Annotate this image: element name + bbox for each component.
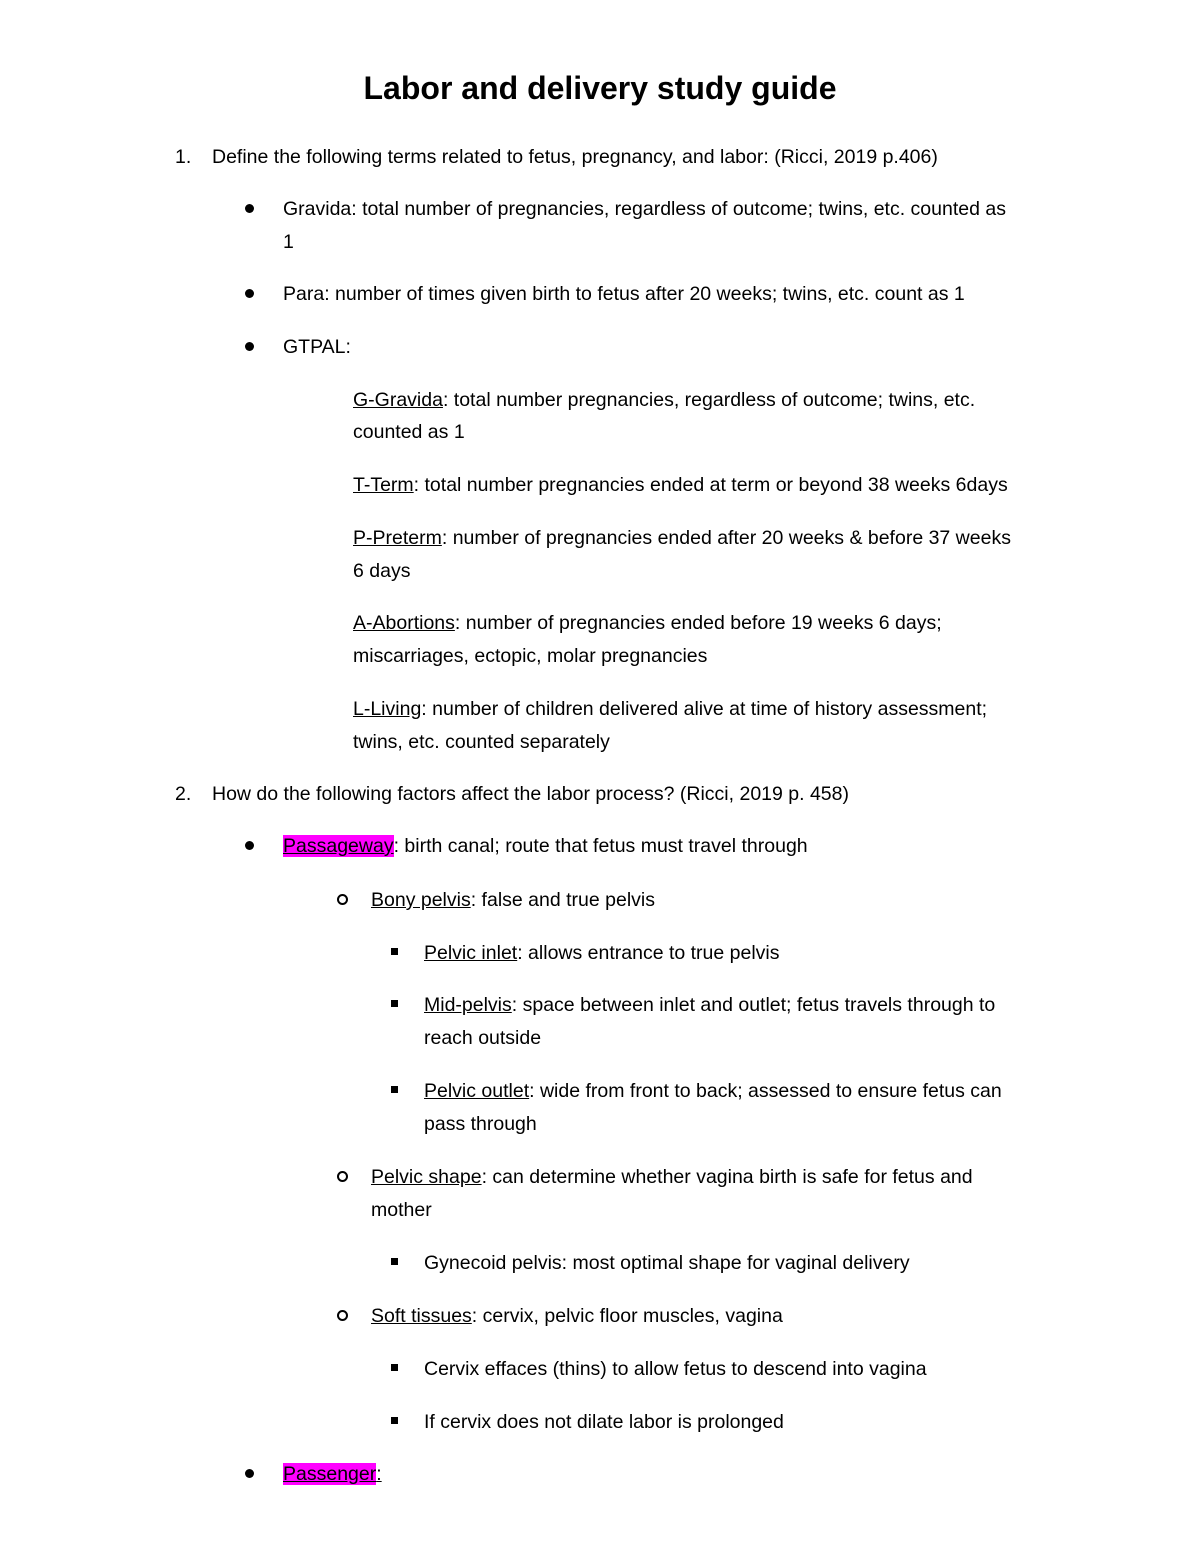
mid-pelvis-line-2: reach outside	[424, 1027, 542, 1049]
g-gravida-line-1	[353, 384, 975, 416]
soft-tissues-term: Soft tissues	[371, 1305, 472, 1327]
bullet-square-icon	[391, 1364, 398, 1371]
para-line: Para: number of times given birth to fetus after 20 weeks; twins, etc. count as 1	[283, 283, 965, 305]
bullet-square-icon	[391, 1000, 398, 1007]
gynecoid-line: Gynecoid pelvis: most optimal shape for vaginal delivery	[424, 1252, 910, 1274]
mid-pelvis-term: Mid-pelvis	[424, 994, 512, 1016]
q1-text: Define the following terms related to fetus, pregnancy, and labor: (Ricci, 2019 p.406)	[212, 146, 938, 168]
l-living-line-1	[353, 693, 987, 725]
soft-tissues-def: : cervix, pelvic floor muscles, vagina	[471, 1305, 783, 1327]
a-abortions-term: A-Abortions	[353, 612, 455, 634]
gravida-line-1: Gravida: total number of pregnancies, regardless of outcome; twins, etc. counted as	[283, 198, 1006, 220]
p-preterm-line-1	[353, 522, 1011, 554]
a-abortions-line-1	[353, 607, 942, 639]
bullet-dot-icon	[245, 841, 254, 850]
pelvic-inlet-def: : allows entrance to true pelvis	[517, 942, 780, 964]
cervix-effaces-line: Cervix effaces (thins) to allow fetus to descend into vagina	[424, 1358, 927, 1380]
pelvic-inlet-line	[424, 937, 780, 969]
p-preterm-term: P-Preterm	[353, 527, 442, 549]
bullet-ring-icon	[337, 894, 348, 905]
bony-pelvis-term: Bony pelvis	[371, 889, 471, 911]
bullet-ring-icon	[337, 1310, 348, 1321]
t-term-term: T-Term	[353, 474, 414, 496]
bony-pelvis-line	[371, 884, 655, 916]
soft-tissues-line	[371, 1300, 783, 1332]
g-gravida-def: : total number pregnancies, regardless of outcome; twins, etc.	[442, 389, 976, 411]
pelvic-shape-def: : can determine whether vagina birth is safe for fetus and	[481, 1166, 973, 1188]
a-abortions-line-2: miscarriages, ectopic, molar pregnancies	[353, 645, 708, 667]
pelvic-outlet-term: Pelvic outlet	[424, 1080, 530, 1102]
bullet-dot-icon	[245, 204, 254, 213]
pelvic-outlet-line-2: pass through	[424, 1113, 537, 1135]
passageway-line	[283, 830, 808, 862]
bullet-dot-icon	[245, 289, 254, 298]
bony-pelvis-def: : false and true pelvis	[470, 889, 655, 911]
gravida-line-2: 1	[283, 231, 294, 253]
l-living-line-2: twins, etc. counted separately	[353, 731, 610, 753]
passageway-def: : birth canal; route that fetus must travel through	[393, 835, 808, 857]
a-abortions-def: : number of pregnancies ended before 19 weeks 6 days;	[454, 612, 942, 634]
pelvic-shape-line-1	[371, 1161, 973, 1193]
l-living-def: : number of children delivered alive at time of history assessment;	[421, 698, 988, 720]
passageway-term: Passageway	[283, 835, 394, 857]
document-title: Labor and delivery study guide	[363, 70, 837, 106]
bullet-square-icon	[391, 948, 398, 955]
p-preterm-def: : number of pregnancies ended after 20 weeks & before 37 weeks	[441, 527, 1011, 549]
bullet-dot-icon	[245, 1469, 254, 1478]
t-term-line	[353, 469, 1008, 501]
g-gravida-term: G-Gravida	[353, 389, 443, 411]
g-gravida-line-2: counted as 1	[353, 421, 465, 443]
p-preterm-line-2: 6 days	[353, 560, 411, 582]
bullet-ring-icon	[337, 1171, 348, 1182]
t-term-def: : total number pregnancies ended at term or beyond 38 weeks 6days	[413, 474, 1008, 496]
pelvic-shape-line-2: mother	[371, 1199, 432, 1221]
bullet-square-icon	[391, 1258, 398, 1265]
pelvic-shape-term: Pelvic shape	[371, 1166, 482, 1188]
mid-pelvis-line-1	[424, 989, 995, 1021]
pelvic-outlet-def: : wide from front to back; assessed to ensure fetus can	[529, 1080, 1002, 1102]
bullet-dot-icon	[245, 342, 254, 351]
bullet-square-icon	[391, 1417, 398, 1424]
q2-number: 2.	[175, 783, 192, 805]
passenger-colon: :	[376, 1463, 382, 1485]
l-living-term: L-Living	[353, 698, 422, 720]
mid-pelvis-def: : space between inlet and outlet; fetus travels through to	[511, 994, 996, 1016]
bullet-square-icon	[391, 1086, 398, 1093]
q2-text: How do the following factors affect the labor process? (Ricci, 2019 p. 458)	[212, 783, 849, 805]
q1-number: 1.	[175, 146, 192, 168]
gtpal-label: GTPAL:	[283, 336, 351, 358]
pelvic-inlet-term: Pelvic inlet	[424, 942, 518, 964]
passenger-term: Passenger	[283, 1463, 377, 1485]
pelvic-outlet-line-1	[424, 1075, 1002, 1107]
cervix-dilate-line: If cervix does not dilate labor is prolonged	[424, 1411, 784, 1433]
passenger-line	[283, 1458, 382, 1490]
